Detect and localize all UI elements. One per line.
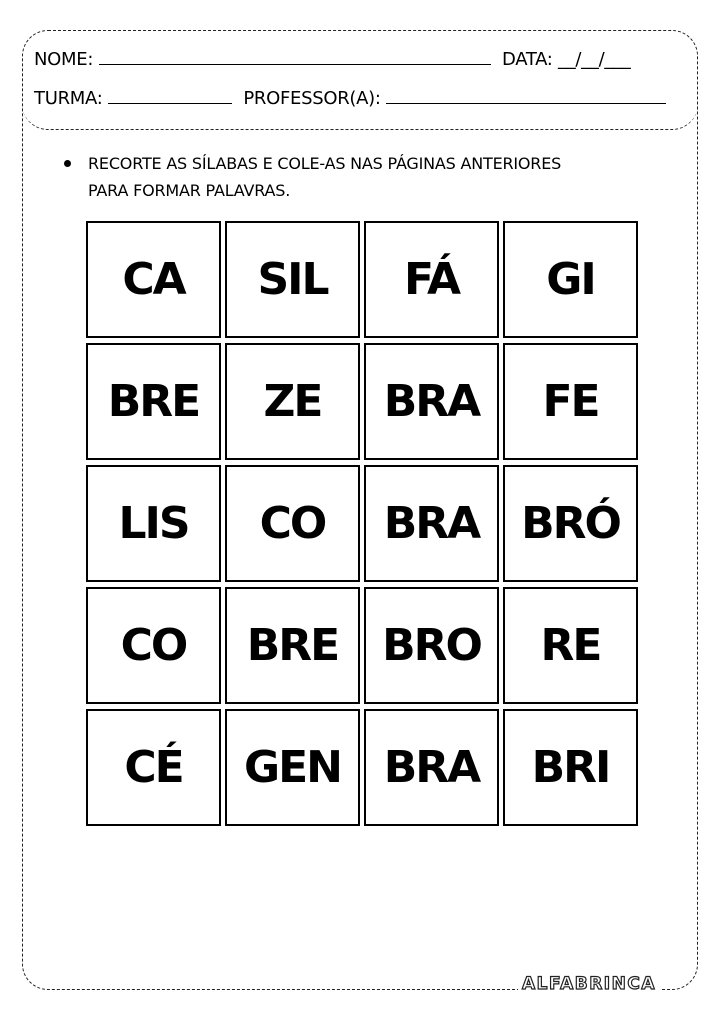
turma-label: TURMA: — [34, 88, 103, 109]
nome-label: NOME: — [34, 49, 94, 70]
syllable-card[interactable]: BRÓ — [503, 465, 638, 582]
syllable-card[interactable]: BRE — [225, 587, 360, 704]
syllable-card[interactable]: FÁ — [364, 221, 499, 338]
syllable-card[interactable]: RE — [503, 587, 638, 704]
syllable-grid — [86, 221, 638, 827]
syllable-card[interactable]: FE — [503, 343, 638, 460]
syllable-card[interactable]: GI — [503, 221, 638, 338]
syllable-card[interactable]: BRA — [364, 709, 499, 826]
syllable-card[interactable]: CO — [86, 587, 221, 704]
professor-field[interactable] — [386, 87, 666, 104]
syllable-card[interactable]: CA — [86, 221, 221, 338]
data-label: DATA: — [501, 49, 553, 70]
syllable-card[interactable]: BRA — [364, 343, 499, 460]
turma-field[interactable] — [108, 87, 232, 104]
syllable-card[interactable]: LIS — [86, 465, 221, 582]
instruction-text — [64, 150, 664, 204]
data-field[interactable]: __/__/___ — [558, 49, 631, 70]
syllable-card[interactable]: BRO — [364, 587, 499, 704]
syllable-card[interactable]: CÉ — [86, 709, 221, 826]
syllable-card[interactable]: SIL — [225, 221, 360, 338]
instruction-line-2: PARA FORMAR PALAVRAS. — [88, 181, 291, 200]
syllable-card[interactable]: BRI — [503, 709, 638, 826]
syllable-card[interactable]: ZE — [225, 343, 360, 460]
header-row-1 — [34, 48, 630, 70]
syllable-card[interactable]: GEN — [225, 709, 360, 826]
instruction-line-1: RECORTE AS SÍLABAS E COLE-AS NAS PÁGINAS ANTERIORES — [88, 154, 562, 173]
syllable-card[interactable]: CO — [225, 465, 360, 582]
syllable-card[interactable]: BRA — [364, 465, 499, 582]
nome-field[interactable] — [99, 48, 491, 65]
alfabrinca-logo: ALFABRINCA — [518, 974, 660, 994]
header-box — [22, 30, 698, 130]
header-row-2 — [34, 87, 666, 109]
syllable-card[interactable]: BRE — [86, 343, 221, 460]
professor-label: PROFESSOR(A): — [243, 88, 381, 109]
